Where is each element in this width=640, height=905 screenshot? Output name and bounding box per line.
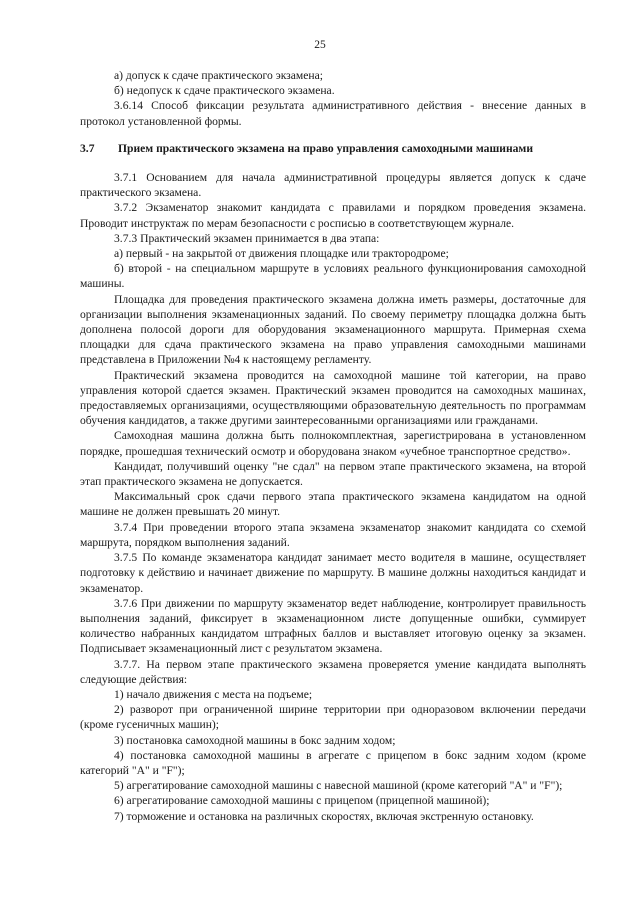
paragraph-3-7-1: 3.7.1 Основанием для начала административной процедуры является допуск к сдаче практического экзамена. xyxy=(80,171,586,200)
action-item-5: 5) агрегатирование самоходной машины с навесной машиной (кроме категорий "А" и "F"); xyxy=(114,779,563,793)
section-heading xyxy=(80,141,586,156)
list-item-a: а) допуск к сдаче практического экзамена; xyxy=(114,69,323,82)
paragraph-platform: Площадка для проведения практического экзамена должна иметь размеры, достаточные для организации выполнения экзаменационных заданий. По своему периметру площадка должна быть дополнена полосой дороги для оборудования экзаменационного маршрута. Примерная схема площадки для сдача практического экзамена на право управления самоходными машинами представлена в Приложении №4 к настоящему регламенту. xyxy=(80,292,586,367)
paragraph-3-7-2: 3.7.2 Экзаменатор знакомит кандидата с правилами и порядком проведения экзамена. Проводит инструктаж по мерам безопасности с росписью в соответствующем журнале. xyxy=(80,201,586,230)
action-item-4: 4) постановка самоходной машины в агрегате с прицепом в бокс задним ходом (кроме категорий "А" и "F"); xyxy=(80,748,586,777)
section-number: 3.7 xyxy=(80,141,95,155)
stage-item-a: а) первый - на закрытой от движения площадке или трактородроме; xyxy=(114,247,449,261)
stage-item-b: б) второй - на специальном маршруте в условиях реального функционирования самоходной машины. xyxy=(80,262,586,291)
page-number: 25 xyxy=(314,39,326,51)
list-item-b: б) недопуск к сдаче практического экзамена. xyxy=(114,84,335,98)
action-item-7: 7) торможение и остановка на различных скоростях, включая экстренную остановку. xyxy=(114,809,534,823)
paragraph-3-7-3: 3.7.3 Практический экзамен принимается в два этапа: xyxy=(114,231,380,245)
page-content xyxy=(80,68,586,824)
action-item-2: 2) разворот при ограниченной ширине территории при одноразовом включении передачи (кроме гусеничных машин); xyxy=(80,703,586,732)
paragraph-3-7-5: 3.7.5 По команде экзаменатора кандидат занимает место водителя в машине, осуществляет подготовку к действию и начинает движение по маршруту. В машине должны находиться кандидат и экзаменатор. xyxy=(80,551,586,595)
paragraph-3-7-7: 3.7.7. На первом этапе практического экзамена проверяется умение кандидата выполнять следующие действия: xyxy=(80,657,586,686)
action-item-3: 3) постановка самоходной машины в бокс задним ходом; xyxy=(114,733,396,747)
section-title: Прием практического экзамена на право управления самоходными машинами xyxy=(118,141,533,155)
paragraph-3-7-4: 3.7.4 При проведении второго этапа экзамена экзаменатор знакомит кандидата со схемой маршрута, порядком выполнения заданий. xyxy=(80,520,586,549)
action-item-6: 6) агрегатирование самоходной машины с прицепом (прицепной машиной); xyxy=(114,794,490,808)
paragraph-3-6-14: 3.6.14 Способ фиксации результата административного действия - внесение данных в протокол установленной формы. xyxy=(80,99,586,128)
paragraph-failed-candidate: Кандидат, получивший оценку "не сдал" на первом этапе практического экзамена, на второй этап практического экзамена не допускается. xyxy=(80,459,586,489)
paragraph-vehicle-requirements: Самоходная машина должна быть полнокомплектная, зарегистрирована в установленном порядке, прошедшая технический осмотр и оборудована знаком «учебное транспортное средство». xyxy=(80,429,586,458)
paragraph-vehicle-category: Практический экзамена проводится на самоходной машине той категории, на право управления которой сдается экзамен. Практический экзамен проводится на самоходных машинах, предоставляемых организациями, осуществляющими образовательную деятельность по программам обучения кандидатов, а также другими заинтересованными организациями или гражданами. xyxy=(80,368,586,428)
action-item-1: 1) начало движения с места на подъеме; xyxy=(114,687,313,701)
paragraph-3-7-6: 3.7.6 При движении по маршруту экзаменатор ведет наблюдение, контролирует правильность выполнения заданий, фиксирует в экзаменационном листе допущенные ошибки, суммирует количество набранных кандидатом штрафных баллов и выставляет итоговую оценку за экзамен. Подписывает экзаменационный лист с результатом экзамена. xyxy=(80,596,586,656)
paragraph-time-limit: Максимальный срок сдачи первого этапа практического экзамена кандидатом на одной машине не должен превышать 20 минут. xyxy=(80,490,586,519)
